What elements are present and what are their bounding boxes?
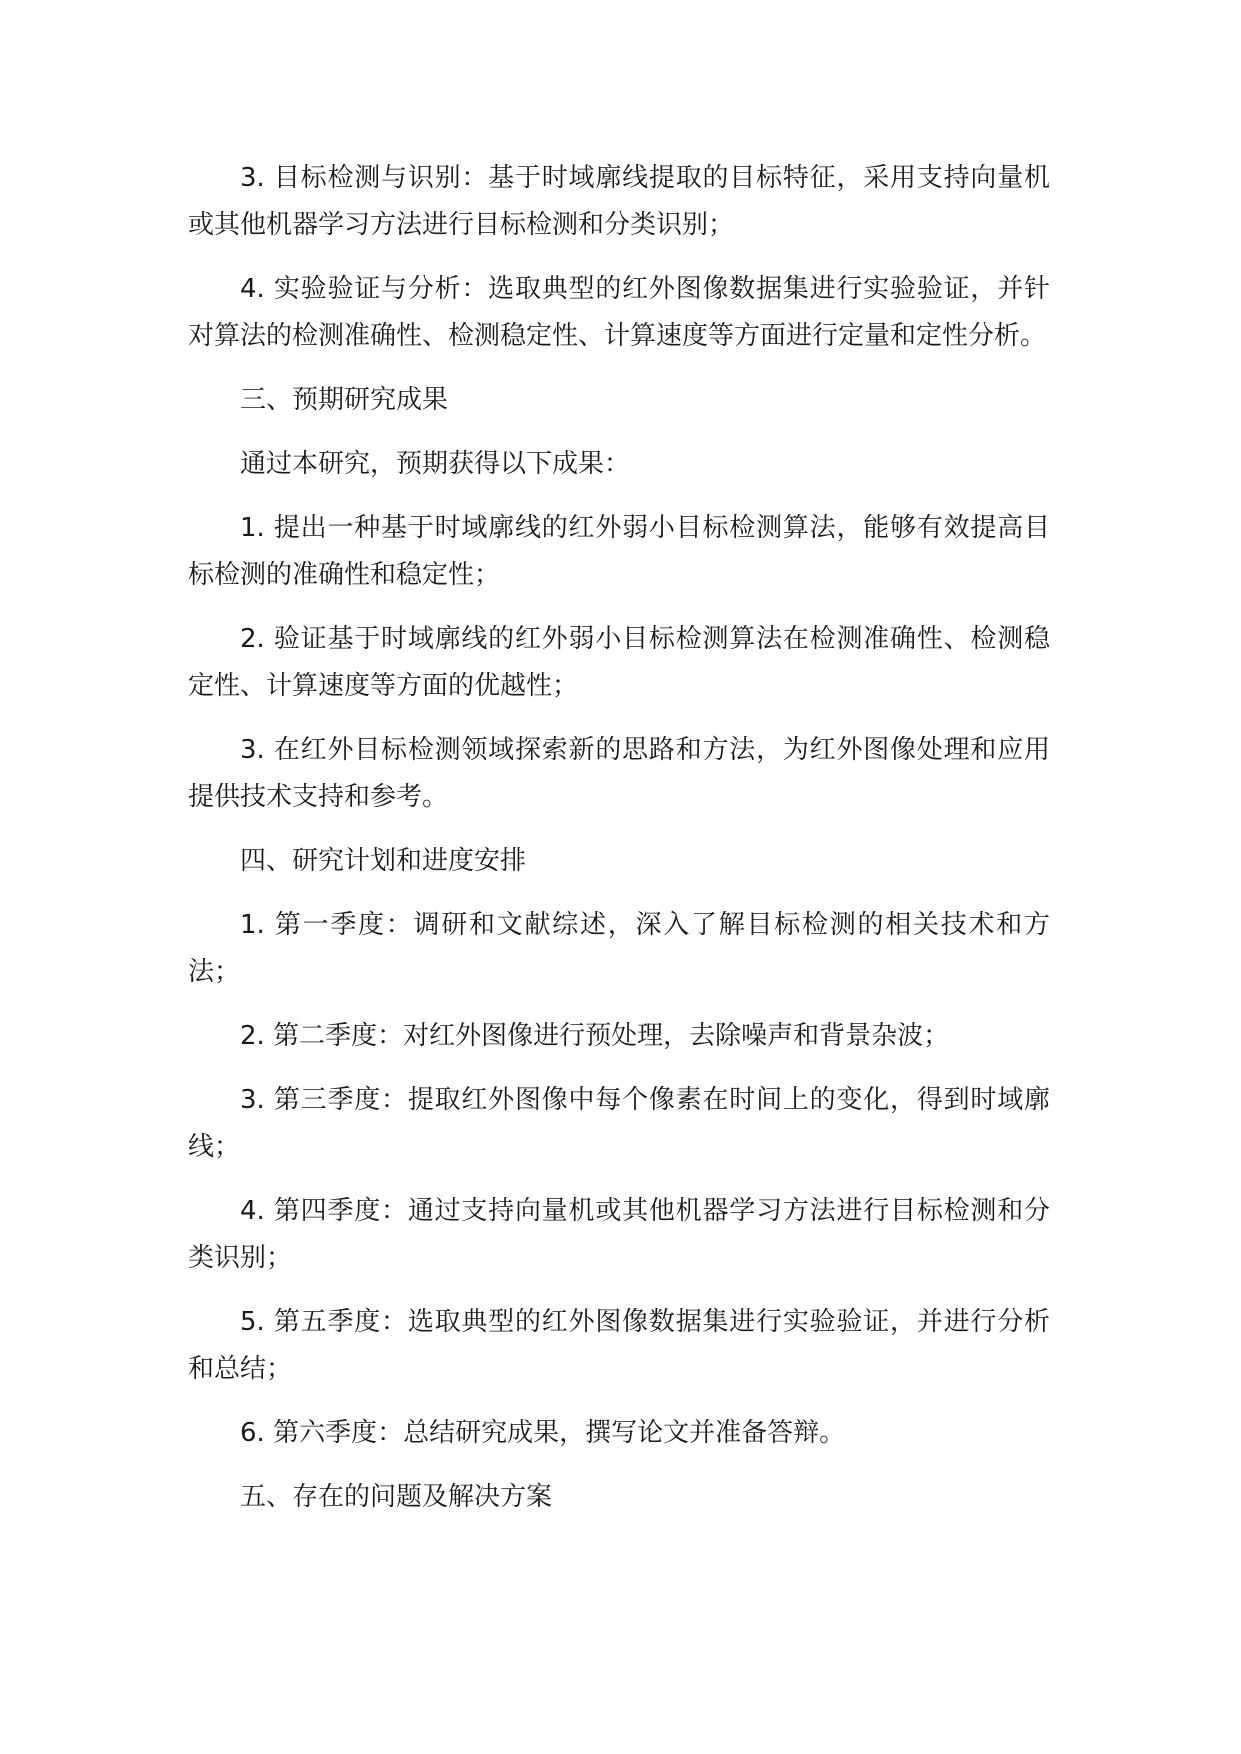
section-heading-research-plan: 四、研究计划和进度安排 (240, 846, 527, 876)
paragraph-plan-item-6: 6. 第六季度：总结研究成果，撰写论文并准备答辩。 (240, 1418, 846, 1448)
paragraph-plan-item-2: 2. 第二季度：对红外图像进行预处理，去除噪声和背景杂波； (240, 1021, 950, 1051)
paragraph-results-intro: 通过本研究，预期获得以下成果： (240, 449, 631, 479)
section-heading-problems-solutions: 五、存在的问题及解决方案 (240, 1482, 553, 1512)
paragraph-plan-item-4: 4. 第四季度：通过支持向量机或其他机器学习方法进行目标检测和分类识别； (188, 1196, 1050, 1273)
paragraph-result-item-1: 1. 提出一种基于时域廓线的红外弱小目标检测算法，能够有效提高目标检测的准确性和稳定性； (188, 513, 1050, 590)
paragraph-research-item-3: 3. 目标检测与识别：基于时域廓线提取的目标特征，采用支持向量机或其他机器学习方法进行目标检测和分类识别； (188, 163, 1050, 240)
paragraph-plan-item-1: 1. 第一季度：调研和文献综述，深入了解目标检测的相关技术和方法； (188, 910, 1050, 987)
document-body (188, 155, 1050, 1538)
section-heading-expected-results: 三、预期研究成果 (240, 385, 449, 415)
paragraph-research-item-4: 4. 实验验证与分析：选取典型的红外图像数据集进行实验验证，并针对算法的检测准确性、检测稳定性、计算速度等方面进行定量和定性分析。 (188, 274, 1050, 351)
paragraph-plan-item-3: 3. 第三季度：提取红外图像中每个像素在时间上的变化，得到时域廓线； (188, 1085, 1050, 1162)
paragraph-plan-item-5: 5. 第五季度：选取典型的红外图像数据集进行实验验证，并进行分析和总结； (188, 1307, 1050, 1384)
paragraph-result-item-2: 2. 验证基于时域廓线的红外弱小目标检测算法在检测准确性、检测稳定性、计算速度等方面的优越性； (188, 624, 1050, 701)
paragraph-result-item-3: 3. 在红外目标检测领域探索新的思路和方法，为红外图像处理和应用提供技术支持和参考。 (188, 735, 1050, 812)
